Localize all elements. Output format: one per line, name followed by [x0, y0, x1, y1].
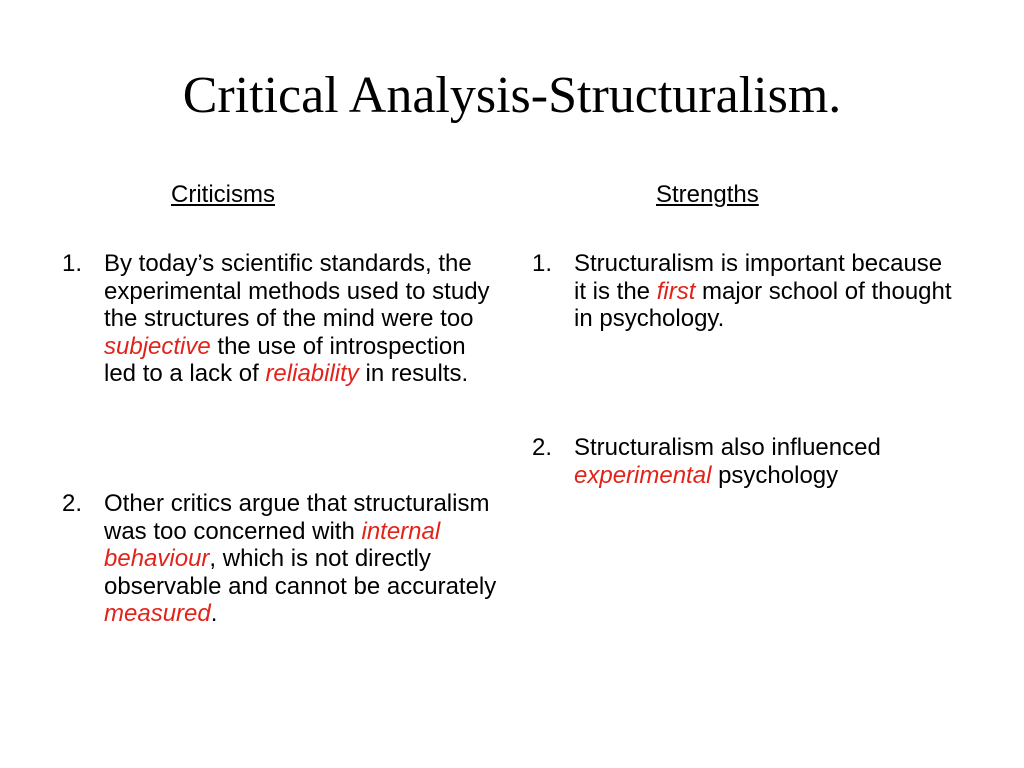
criticism-text: [104, 490, 502, 628]
text-segment: .: [210, 600, 218, 627]
list-number: 1.: [62, 250, 83, 277]
text-segment: major school of thought in psychology.: [574, 277, 952, 332]
text-segment: , which is not directly observable and cannot be accurately: [104, 545, 497, 600]
criticisms-heading: Criticisms: [171, 181, 275, 208]
text-segment: psychology: [711, 461, 839, 489]
text-segment: Structuralism also influenced: [574, 434, 881, 461]
list-number: 1.: [532, 250, 553, 277]
emphasized-term: experimental: [574, 461, 712, 489]
slide-title: Critical Analysis-Structuralism.: [182, 67, 842, 124]
emphasized-term: subjective: [104, 332, 211, 360]
text-segment: Other critics argue that structuralism was too concerned with: [104, 490, 490, 545]
strengths-heading: Strengths: [656, 181, 759, 208]
strength-text: [574, 250, 952, 333]
text-segment: By today’s scientific standards, the experimental methods used to study the structures of the mind were too: [104, 250, 490, 332]
emphasized-term: reliability: [265, 360, 359, 387]
text-segment: in results.: [358, 360, 469, 387]
strength-text: [574, 434, 952, 489]
emphasized-term: first: [656, 277, 696, 305]
emphasized-term: measured: [104, 600, 211, 627]
list-number: 2.: [532, 434, 553, 461]
criticism-text: [104, 250, 502, 388]
text-segment: Structuralism is important because it is the: [574, 250, 943, 305]
text-segment: the use of introspection led to a lack of: [104, 332, 466, 387]
emphasized-term: internal behaviour: [104, 517, 441, 572]
list-number: 2.: [62, 490, 83, 517]
